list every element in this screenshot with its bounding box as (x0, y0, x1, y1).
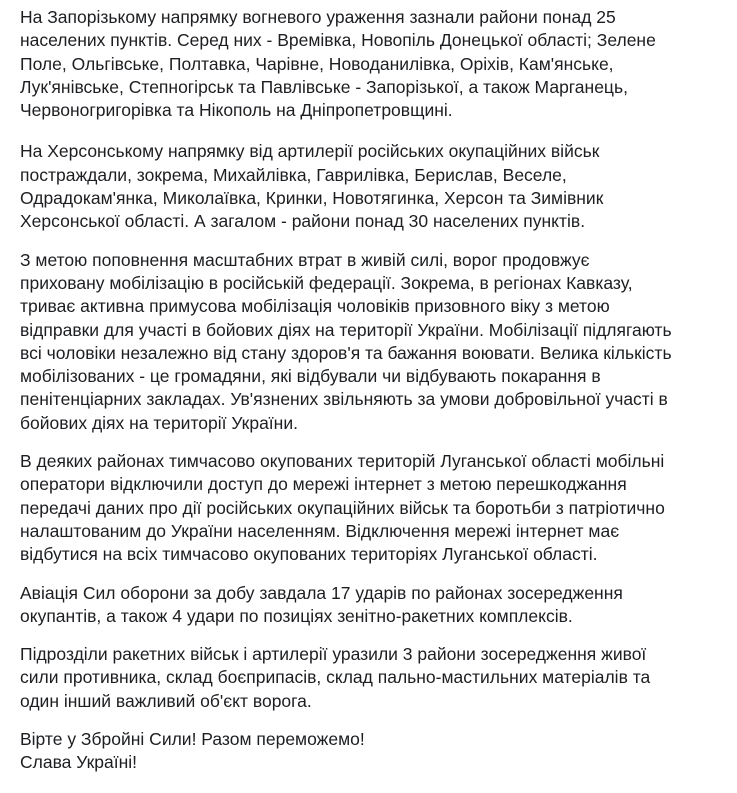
post-paragraph-zaporizhzhia: На Запорізькому напрямку вогневого ураження зазнали райони понад 25 населених пунктів. Серед них - Времівка, Новопіль Донецької області; Зелене Поле, Ольгівське, Полтавка, Чарівне, Новоданилівка, Оріхів, Кам'янське, Лук'янівське, Степногірськ та Павлівське - Запорізької, а також Марганець, Червоногригорівка та Нікополь на Дніпропетровщині. (20, 7, 656, 121)
post-paragraph-artillery: Підрозділи ракетних військ і артилерії уразили 3 райони зосередження живої сили противника, склад боєприпасів, склад пально-мастильних матеріалів та один інший важливий об'єкт ворога. (20, 644, 651, 711)
post-paragraph-mobilization: З метою поповнення масштабних втрат в живій силі, ворог продовжує приховану мобілізацію в російській федерації. Зокрема, в регіонах Кавказу, триває активна примусова мобілізація чоловіків призовного віку з метою відправки для участі в бойових діях на території України. Мобілізації підлягають всі чоловіки незалежно від стану здоров'я та бажання воювати. Велика кількість мобілізованих - це громадяни, які відбували чи відбувають покарання в пенітенціарних закладах. Ув'язнених звільняють за умови добровільної участі в бойових діях на території України. (20, 249, 672, 433)
post-paragraph-closing: Вірте у Збройні Сили! Разом переможемо! Слава Україні! (20, 729, 365, 773)
post-paragraph-internet: В деяких районах тимчасово окупованих територій Луганської області мобільні оператори відключили доступ до мережі інтернет з метою перешкоджання передачі даних про дії російських окупаційних військ та боротьби з патріотично налаштованим до України населенням. Відключення мережі інтернет має відбутися на всіх тимчасово окупованих територіях Луганської області. (20, 451, 665, 565)
post-paragraph-kherson: На Херсонському напрямку від артилерії російських окупаційних військ постраждали, зокрема, Михайлівка, Гаврилівка, Берислав, Веселе, Одрадокам'янка, Миколаївка, Кринки, Новотягинка, Херсон та Зимівник Херсонської області. А загалом - райони понад 30 населених пунктів. (20, 141, 604, 232)
post-paragraph-aviation: Авіація Сил оборони за добу завдала 17 ударів по районах зосередження окупантів, а також 4 удари по позиціях зенітно-ракетних комплексів. (20, 582, 623, 626)
